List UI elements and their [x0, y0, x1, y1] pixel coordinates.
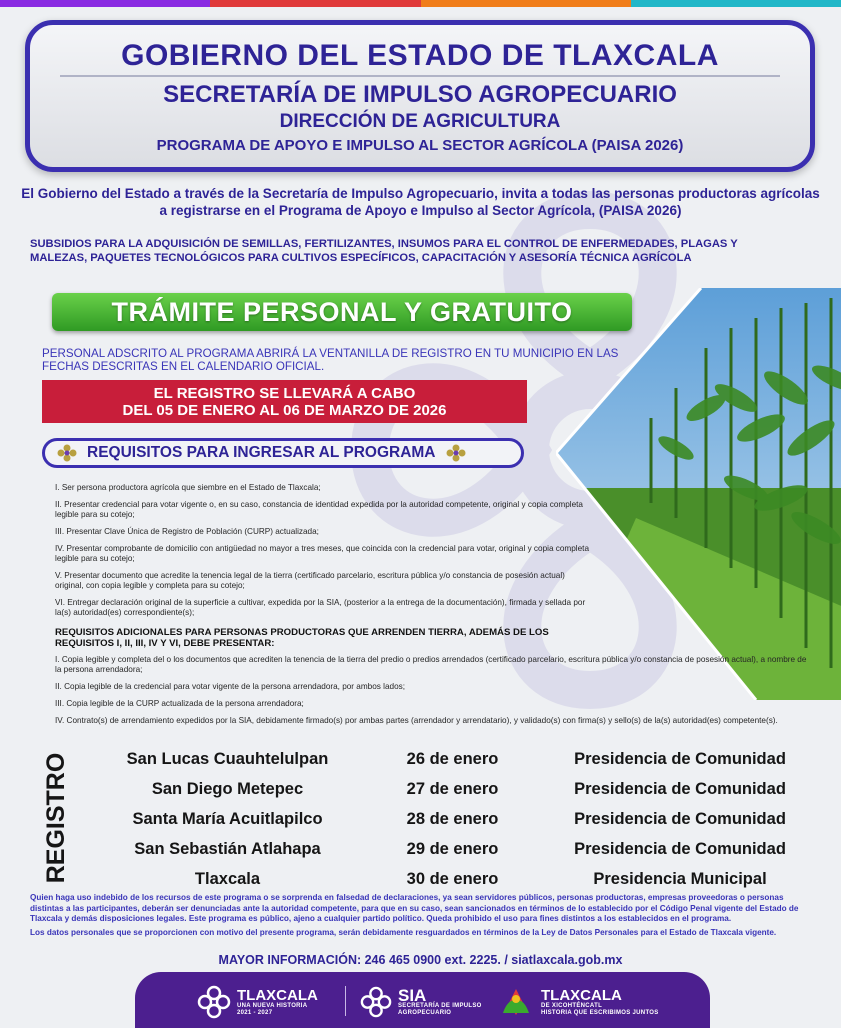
color-strip: [0, 0, 841, 7]
schedule-date: 28 de enero: [406, 809, 499, 828]
schedule-venue: Presidencia de Comunidad: [574, 809, 786, 828]
requisito-item: IV. Presentar comprobante de domicilio con antigüedad no mayor a tres meses, que coincida con la credencial para votar, original y copia completa legible para su cotejo;: [55, 544, 590, 563]
registro-dates-banner: [42, 380, 527, 423]
legal-paragraph: Los datos personales que se proporcionen con motivo del presente programa, serán debidamente resguardados en términos de la Ley de Datos Personales para el Estado de Tlaxcala vigente.: [30, 927, 777, 937]
logo3-tag1: DE XICOHTÉNCATL: [541, 1002, 603, 1009]
legal-fine-print: [30, 893, 815, 941]
logo2-name: SIA: [398, 985, 427, 1005]
schedule-place: San Lucas Cuauhtelulpan: [126, 749, 329, 768]
schedule-place: Santa María Acuitlapilco: [132, 809, 323, 828]
requisitos-title: REQUISITOS PARA INGRESAR AL PROGRAMA: [87, 444, 436, 461]
schedule-row: [95, 744, 815, 774]
requisitos-header: [42, 438, 524, 468]
requisito-item: III. Presentar Clave Única de Registro de Población (CURP) actualizada;: [55, 527, 319, 536]
logo1-tag: UNA NUEVA HISTORIA: [237, 1002, 308, 1009]
tramite-banner: TRÁMITE PERSONAL Y GRATUITO: [52, 293, 632, 331]
xicohtencatl-emblem-icon: [497, 985, 535, 1019]
logo3-tag2: HISTORIA QUE ESCRIBIMOS JUNTOS: [541, 1009, 659, 1016]
schedule-date: 27 de enero: [406, 779, 499, 798]
subsidios-text: SUBSIDIOS PARA LA ADQUISICIÓN DE SEMILLAS, FERTILIZANTES, INSUMOS PARA EL CONTROL DE ENFERMEDADES, PLAGAS Y MALEZAS, PAQUETES TECNOLÓGICOS PARA CULTIVOS ESPECÍFICOS, CAPACITACIÓN Y ASESORÍA TÉCNICA AGRÍCOLA: [30, 238, 738, 264]
registro-vertical-label: [30, 748, 78, 888]
registro-word: REGISTRO: [42, 752, 70, 884]
requisito-item: II. Presentar credencial para votar vigente o, en su caso, constancia de identidad expedida por la autoridad competente, original y copia completa legible para su cotejo;: [55, 500, 583, 519]
tlaxcala-flower-icon: [197, 985, 231, 1019]
flower-icon: [57, 444, 77, 462]
sia-flower-icon: [360, 986, 392, 1018]
header-banner: [25, 20, 815, 172]
requisito-item: I. Ser persona productora agrícola que siembre en el Estado de Tlaxcala;: [55, 483, 321, 492]
strip-red: [210, 0, 420, 7]
secretaria-title: SECRETARÍA DE IMPULSO AGROPECUARIO: [163, 81, 677, 108]
adicional-item: III. Copia legible de la CURP actualizada de la persona arrendadora;: [55, 699, 304, 708]
footer-logos: [135, 972, 710, 1028]
adicionales-list: [55, 655, 815, 733]
logo2-tag2: AGROPECUARIO: [398, 1009, 452, 1016]
cornfield-photo: [556, 288, 841, 700]
schedule-place: Tlaxcala: [194, 869, 261, 888]
sia-logo: [360, 982, 482, 1022]
legal-paragraph: Quien haga uso indebido de los recursos de este programa o se sorprenda en falsedad de declaraciones, ya sean servidores públicos, personas productoras, empresas proveedoras o personas distintas a las participantes, deberán ser denunciadas ante la autoridad competente, para que en su caso, sean sancionados en términos de lo establecido por el Código Penal vigente del Estado de Tlaxcala y demás disposiciones legales. Este programa es público, ajeno a cualquier partido político. Queda prohibido el uso para fines distintos a los establecidos en el programa.: [30, 893, 799, 923]
schedule-venue: Presidencia Municipal: [593, 869, 767, 888]
adicionales-title: REQUISITOS ADICIONALES PARA PERSONAS PRODUCTORAS QUE ARRENDEN TIERRA, ADEMÁS DE LOS REQUISITOS I, II, III, IV Y VI, DEBE PRESENTAR:: [55, 627, 549, 649]
schedule-place: San Sebastián Atlahapa: [134, 839, 321, 858]
schedule-venue: Presidencia de Comunidad: [574, 839, 786, 858]
schedule-row: [95, 834, 815, 864]
logo2-tag1: SECRETARÍA DE IMPULSO: [398, 1002, 482, 1009]
registro-line-2: DEL 05 DE ENERO AL 06 DE MARZO DE 2026: [122, 402, 447, 419]
schedule-venue: Presidencia de Comunidad: [574, 779, 786, 798]
schedule-table: [95, 744, 815, 894]
programa-title: PROGRAMA DE APOYO E IMPULSO AL SECTOR AGRÍCOLA (PAISA 2026): [156, 137, 684, 154]
tlaxcala-xicohtencatl-logo: [497, 982, 659, 1022]
schedule-venue: Presidencia de Comunidad: [574, 749, 786, 768]
schedule-row: [95, 774, 815, 804]
contact-info: MAYOR INFORMACIÓN: 246 465 0900 ext. 2225. / siatlaxcala.gob.mx: [218, 953, 623, 967]
schedule-date: 30 de enero: [406, 869, 499, 888]
schedule-date: 29 de enero: [406, 839, 499, 858]
adicional-item: IV. Contrato(s) de arrendamiento expedidos por la SIA, debidamente firmado(s) por ambas partes (arrendador y arrendatario), y validado(s) con firma(s) y sello(s) de la(s) autoridad(es) competente(s).: [55, 716, 778, 725]
intro-text: El Gobierno del Estado a través de la Secretaría de Impulso Agropecuario, invita a todas las personas productoras agrícolas a registrarse en el Programa de Apoyo e Impulso al Sector Agrícola, (PAISA 2026): [21, 186, 820, 218]
strip-purple: [0, 0, 210, 7]
tlaxcala-logo: [197, 982, 318, 1022]
logo3-name: TLAXCALA: [541, 986, 622, 1004]
direccion-title: DIRECCIÓN DE AGRICULTURA: [279, 111, 561, 132]
requisito-item: V. Presentar documento que acredite la tenencia legal de la tierra (certificado parcelario, escritura pública y/o constancia de posesión actual) original, con copia legible y completa para su cotejo;: [55, 571, 565, 590]
personal-note: PERSONAL ADSCRITO AL PROGRAMA ABRIRÁ LA VENTANILLA DE REGISTRO EN TU MUNICIPIO EN LAS FECHAS DESCRITAS EN EL CALENDARIO OFICIAL.: [42, 347, 619, 373]
schedule-place: San Diego Metepec: [151, 779, 304, 798]
footer-divider: [345, 986, 346, 1016]
schedule-row: [95, 864, 815, 894]
schedule-date: 26 de enero: [406, 749, 499, 768]
logo1-years: 2021 - 2027: [237, 1009, 273, 1016]
logo1-name: TLAXCALA: [237, 986, 318, 1004]
adicional-item: II. Copia legible de la credencial para votar vigente de la persona arrendadora, por ambos lados;: [55, 682, 406, 691]
adicional-item: I. Copia legible y completa del o los documentos que acrediten la tenencia de la tierra del predio o predios arrendados (certificado parcelario, escritura pública y/o constancia de posesión actual), a nombre de la persona arrendadora;: [55, 655, 807, 674]
registro-line-1: EL REGISTRO SE LLEVARÁ A CABO: [153, 385, 416, 402]
flower-icon: [446, 444, 466, 462]
requisitos-list: [55, 483, 595, 625]
strip-teal: [631, 0, 841, 7]
strip-orange: [421, 0, 631, 7]
requisito-item: VI. Entregar declaración original de la superficie a cultivar, expedida por la SIA, (posterior a la entrega de la documentación), firmada y sellada por la(s) autoridad(es) correspondiente(s);: [55, 598, 586, 617]
government-title: GOBIERNO DEL ESTADO DE TLAXCALA: [121, 39, 719, 72]
header-divider: [60, 75, 780, 77]
schedule-row: [95, 804, 815, 834]
